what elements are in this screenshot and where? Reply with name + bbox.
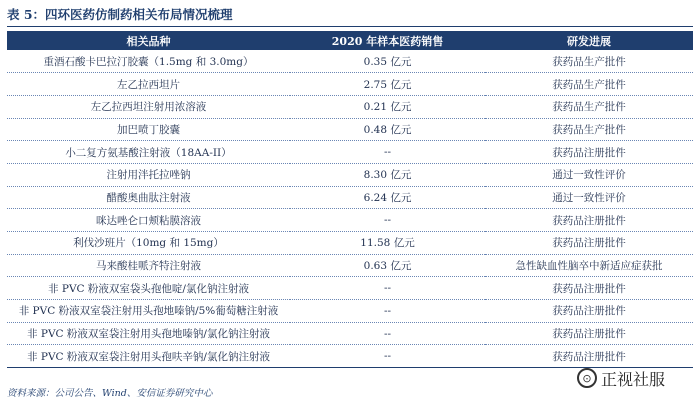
- watermark: [577, 366, 665, 390]
- table-header: [7, 31, 693, 50]
- cell-progress: 获药品注册批件: [485, 209, 693, 232]
- cell-progress: 获药品注册批件: [485, 141, 693, 164]
- cell-product: 小二复方氨基酸注射液（18AA-II）: [7, 141, 290, 164]
- table-row: [7, 232, 693, 255]
- cell-product: 非 PVC 粉液双室袋注射用头孢地嗪钠/5%葡萄糖注射液: [7, 300, 290, 323]
- cell-sales: --: [290, 345, 485, 368]
- data-table: [7, 31, 693, 368]
- table-row: [7, 163, 693, 186]
- table-row: [7, 141, 693, 164]
- cell-product: 醋酸奥曲肽注射液: [7, 186, 290, 209]
- cell-sales: 6.24 亿元: [290, 186, 485, 209]
- table-row: [7, 95, 693, 118]
- cell-product: 马来酸桂哌齐特注射液: [7, 254, 290, 277]
- header-cell-sales: 2020 年样本医药销售: [331, 34, 444, 48]
- title-divider: [7, 26, 693, 27]
- cell-product: 非 PVC 粉液双室袋注射用头孢呋辛钠/氯化钠注射液: [7, 345, 290, 368]
- cell-sales: --: [290, 322, 485, 345]
- cell-progress: 获药品注册批件: [485, 300, 693, 323]
- table-row: [7, 322, 693, 345]
- table-row: [7, 345, 693, 368]
- cell-progress: 获药品注册批件: [485, 322, 693, 345]
- logo-circle-icon: ⊙: [577, 368, 597, 388]
- header-cell-progress: 研发进展: [567, 34, 611, 48]
- cell-progress: 获药品生产批件: [485, 95, 693, 118]
- cell-progress: 获药品生产批件: [485, 50, 693, 73]
- cell-sales: 0.35 亿元: [290, 50, 485, 73]
- cell-progress: 通过一致性评价: [485, 163, 693, 186]
- table-row: [7, 254, 693, 277]
- table-title: 表 5：四环医药仿制药相关布局情况梳理: [7, 7, 233, 22]
- table-row: [7, 186, 693, 209]
- cell-sales: 8.30 亿元: [290, 163, 485, 186]
- cell-sales: --: [290, 300, 485, 323]
- header-row: [7, 31, 693, 50]
- cell-product: 非 PVC 粉液双室袋头孢他啶/氯化钠注射液: [7, 277, 290, 300]
- cell-product: 加巴喷丁胶囊: [7, 118, 290, 141]
- cell-sales: 2.75 亿元: [290, 73, 485, 96]
- table-row: [7, 50, 693, 73]
- table-body: [7, 50, 693, 368]
- cell-progress: 通过一致性评价: [485, 186, 693, 209]
- cell-product: 重酒石酸卡巴拉汀胶囊（1.5mg 和 3.0mg）: [7, 50, 290, 73]
- cell-progress: 获药品注册批件: [485, 232, 693, 255]
- table-row: [7, 118, 693, 141]
- table-row: [7, 209, 693, 232]
- source-note: 资料来源：公司公告、Wind、安信证券研究中心: [7, 388, 213, 399]
- cell-progress: 急性缺血性脑卒中新适应症获批: [485, 254, 693, 277]
- header-cell-product: 相关品种: [126, 34, 171, 48]
- cell-progress: 获药品生产批件: [485, 118, 693, 141]
- cell-product: 利伐沙班片（10mg 和 15mg）: [7, 232, 290, 255]
- watermark-text: 正视社服: [601, 369, 666, 389]
- cell-product: 非 PVC 粉液双室袋注射用头孢地嗪钠/氯化钠注射液: [7, 322, 290, 345]
- table-row: [7, 73, 693, 96]
- cell-product: 左乙拉西坦片: [7, 73, 290, 96]
- cell-progress: 获药品生产批件: [485, 73, 693, 96]
- cell-product: 咪达唑仑口颊粘膜溶液: [7, 209, 290, 232]
- cell-product: 注射用泮托拉唑钠: [7, 163, 290, 186]
- table-row: [7, 300, 693, 323]
- table-row: [7, 277, 693, 300]
- cell-sales: --: [290, 277, 485, 300]
- cell-progress: 获药品注册批件: [485, 277, 693, 300]
- cell-sales: 11.58 亿元: [290, 232, 485, 255]
- cell-sales: --: [290, 209, 485, 232]
- cell-progress: 获药品注册批件: [485, 345, 693, 368]
- cell-sales: 0.21 亿元: [290, 95, 485, 118]
- cell-sales: 0.63 亿元: [290, 254, 485, 277]
- cell-sales: 0.48 亿元: [290, 118, 485, 141]
- cell-product: 左乙拉西坦注射用浓溶液: [7, 95, 290, 118]
- cell-sales: --: [290, 141, 485, 164]
